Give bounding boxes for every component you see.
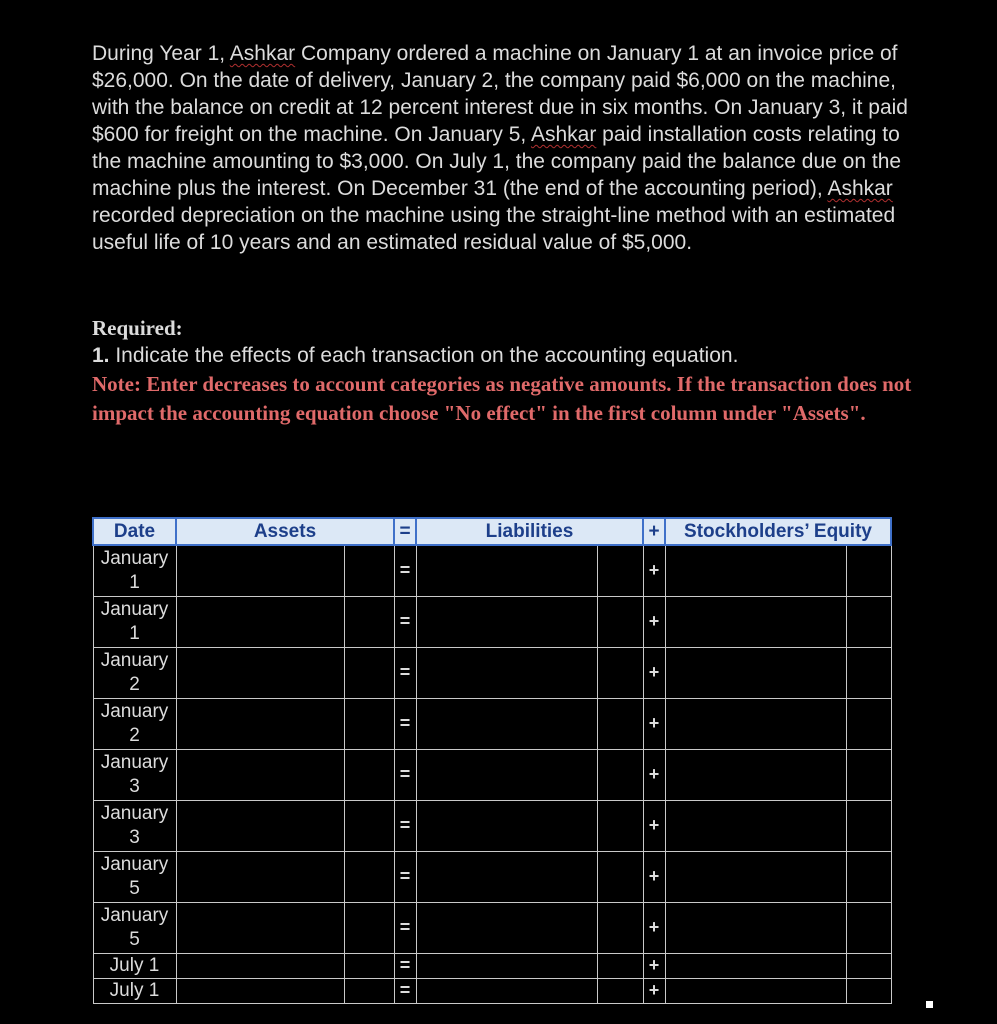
plus-sign: + xyxy=(643,902,665,953)
equals-sign: = xyxy=(394,953,416,978)
table-row xyxy=(93,978,891,1003)
table-row xyxy=(93,698,891,749)
required-item: 1. Indicate the effects of each transaction on the accounting equation. xyxy=(92,344,739,367)
liabilities-amount-input[interactable] xyxy=(597,698,643,749)
company-name: Ashkar xyxy=(229,42,296,65)
liabilities-account-select[interactable] xyxy=(416,545,597,596)
plus-sign: + xyxy=(643,749,665,800)
required-section xyxy=(92,314,932,427)
liabilities-amount-input[interactable] xyxy=(597,749,643,800)
liabilities-account-select[interactable] xyxy=(416,749,597,800)
liabilities-account-select[interactable] xyxy=(416,978,597,1003)
assets-amount-input[interactable] xyxy=(344,902,394,953)
liabilities-account-select[interactable] xyxy=(416,800,597,851)
header-assets: Assets xyxy=(176,518,394,545)
equity-amount-input[interactable] xyxy=(846,749,891,800)
equals-sign: = xyxy=(394,596,416,647)
table-row xyxy=(93,749,891,800)
table-header-row xyxy=(93,518,891,545)
assets-amount-input[interactable] xyxy=(344,953,394,978)
header-date: Date xyxy=(93,518,176,545)
assets-account-select[interactable] xyxy=(176,978,344,1003)
equity-amount-input[interactable] xyxy=(846,902,891,953)
equity-account-select[interactable] xyxy=(665,545,846,596)
equity-amount-input[interactable] xyxy=(846,953,891,978)
assets-account-select[interactable] xyxy=(176,749,344,800)
row-date: January 2 xyxy=(93,647,176,698)
row-date: July 1 xyxy=(93,978,176,1003)
equity-account-select[interactable] xyxy=(665,800,846,851)
assets-account-select[interactable] xyxy=(176,800,344,851)
equity-amount-input[interactable] xyxy=(846,851,891,902)
liabilities-account-select[interactable] xyxy=(416,647,597,698)
table-row xyxy=(93,953,891,978)
liabilities-amount-input[interactable] xyxy=(597,545,643,596)
equity-amount-input[interactable] xyxy=(846,978,891,1003)
problem-statement: During Year 1, Ashkar Company ordered a machine on January 1 at an invoice price of $26,000. On the date of delivery, January 2, the company paid $6,000 on the machine, with the balance on credit at 12 percent interest due in six months. On January 3, it paid $600 for freight on the machine. On January 5, Ashkar paid installation costs relating to the machine amounting to $3,000. On July 1, the company paid the balance due on the machine plus the interest. On December 31 (the end of the accounting period), Ashkar recorded depreciation on the machine using the straight-line method with an estimated useful life of 10 years and an estimated residual value of $5,000. xyxy=(92,42,908,254)
liabilities-amount-input[interactable] xyxy=(597,647,643,698)
company-name: Ashkar xyxy=(530,123,597,146)
liabilities-account-select[interactable] xyxy=(416,851,597,902)
liabilities-amount-input[interactable] xyxy=(597,800,643,851)
required-note: Note: Enter decreases to account categories as negative amounts. If the transaction does not impact the accounting equation choose "No effect" in the first column under "Assets". xyxy=(92,372,912,425)
equals-sign: = xyxy=(394,698,416,749)
equity-account-select[interactable] xyxy=(665,596,846,647)
equity-account-select[interactable] xyxy=(665,902,846,953)
assets-amount-input[interactable] xyxy=(344,978,394,1003)
table-row xyxy=(93,596,891,647)
equity-amount-input[interactable] xyxy=(846,545,891,596)
equity-account-select[interactable] xyxy=(665,978,846,1003)
plus-sign: + xyxy=(643,647,665,698)
assets-amount-input[interactable] xyxy=(344,749,394,800)
assets-amount-input[interactable] xyxy=(344,647,394,698)
equity-account-select[interactable] xyxy=(665,647,846,698)
table-row xyxy=(93,545,891,596)
equity-account-select[interactable] xyxy=(665,851,846,902)
equity-amount-input[interactable] xyxy=(846,800,891,851)
required-heading: Required: xyxy=(92,316,183,340)
row-date: January 1 xyxy=(93,545,176,596)
plus-sign: + xyxy=(643,800,665,851)
equity-account-select[interactable] xyxy=(665,698,846,749)
plus-sign: + xyxy=(643,978,665,1003)
liabilities-amount-input[interactable] xyxy=(597,978,643,1003)
equals-sign: = xyxy=(394,749,416,800)
assets-account-select[interactable] xyxy=(176,545,344,596)
table-row xyxy=(93,851,891,902)
row-date: January 1 xyxy=(93,596,176,647)
header-plus: + xyxy=(643,518,665,545)
table-row xyxy=(93,647,891,698)
equity-amount-input[interactable] xyxy=(846,596,891,647)
row-date: January 5 xyxy=(93,851,176,902)
table-row xyxy=(93,800,891,851)
row-date: January 3 xyxy=(93,749,176,800)
equals-sign: = xyxy=(394,902,416,953)
table-row xyxy=(93,902,891,953)
liabilities-amount-input[interactable] xyxy=(597,596,643,647)
liabilities-amount-input[interactable] xyxy=(597,953,643,978)
assets-account-select[interactable] xyxy=(176,851,344,902)
assets-amount-input[interactable] xyxy=(344,851,394,902)
equals-sign: = xyxy=(394,851,416,902)
assets-amount-input[interactable] xyxy=(344,596,394,647)
liabilities-account-select[interactable] xyxy=(416,953,597,978)
row-date: January 2 xyxy=(93,698,176,749)
assets-amount-input[interactable] xyxy=(344,545,394,596)
plus-sign: + xyxy=(643,851,665,902)
row-date: January 3 xyxy=(93,800,176,851)
accounting-equation-table xyxy=(92,517,892,1004)
equity-account-select[interactable] xyxy=(665,749,846,800)
liabilities-account-select[interactable] xyxy=(416,902,597,953)
equals-sign: = xyxy=(394,647,416,698)
plus-sign: + xyxy=(643,596,665,647)
assets-amount-input[interactable] xyxy=(344,800,394,851)
row-date: July 1 xyxy=(93,953,176,978)
equals-sign: = xyxy=(394,978,416,1003)
plus-sign: + xyxy=(643,698,665,749)
row-date: January 5 xyxy=(93,902,176,953)
equity-amount-input[interactable] xyxy=(846,698,891,749)
equals-sign: = xyxy=(394,800,416,851)
liabilities-account-select[interactable] xyxy=(416,698,597,749)
equals-sign: = xyxy=(394,545,416,596)
liabilities-account-select[interactable] xyxy=(416,596,597,647)
assets-amount-input[interactable] xyxy=(344,698,394,749)
company-name: Ashkar xyxy=(827,177,893,200)
plus-sign: + xyxy=(643,545,665,596)
assets-account-select[interactable] xyxy=(176,953,344,978)
resize-handle-icon xyxy=(926,1001,933,1008)
header-equals: = xyxy=(394,518,416,545)
assets-account-select[interactable] xyxy=(176,596,344,647)
liabilities-amount-input[interactable] xyxy=(597,902,643,953)
assets-account-select[interactable] xyxy=(176,902,344,953)
header-liabilities: Liabilities xyxy=(416,518,643,545)
assets-account-select[interactable] xyxy=(176,647,344,698)
equity-account-select[interactable] xyxy=(665,953,846,978)
liabilities-amount-input[interactable] xyxy=(597,851,643,902)
assets-account-select[interactable] xyxy=(176,698,344,749)
equity-amount-input[interactable] xyxy=(846,647,891,698)
header-equity: Stockholders’ Equity xyxy=(665,518,891,545)
plus-sign: + xyxy=(643,953,665,978)
